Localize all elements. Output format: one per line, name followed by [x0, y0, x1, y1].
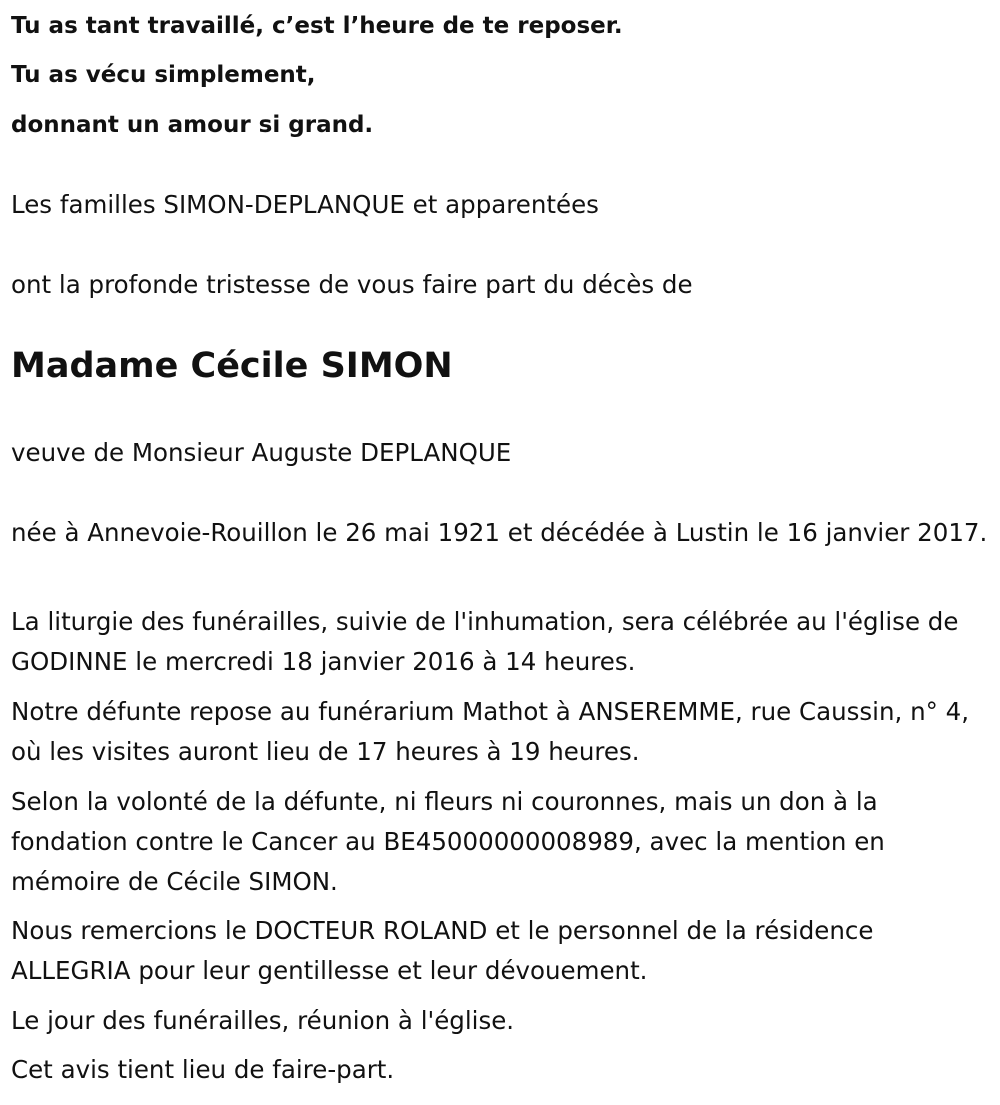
poem-line-1: Tu as tant travaillé, c’est l’heure de te reposer. [11, 13, 623, 39]
widow-of-line: veuve de Monsieur Auguste DEPLANQUE [11, 438, 512, 467]
poem-line-3: donnant un amour si grand. [11, 112, 374, 138]
thanks-paragraph: Nous remercions le DOCTEUR ROLAND et le personnel de la résidence ALLEGRIA pour leur gentillesse et leur dévouement. [11, 916, 874, 985]
deceased-name: Madame Cécile SIMON [11, 346, 453, 386]
notice-paragraph: Cet avis tient lieu de faire-part. [11, 1055, 395, 1084]
birth-death-paragraph: née à Annevoie-Rouillon le 26 mai 1921 et décédée à Lustin le 16 janvier 2017. [11, 518, 988, 547]
families-line: Les familles SIMON-DEPLANQUE et apparentées [11, 190, 599, 219]
rest-place-paragraph: Notre défunte repose au funérarium Mathot à ANSEREMME, rue Caussin, n° 4, où les visites auront lieu de 17 heures à 19 heures. [11, 697, 970, 766]
donation-paragraph: Selon la volonté de la défunte, ni fleurs ni couronnes, mais un don à la fondation contre le Cancer au BE45000000008989, avec la mention en mémoire de Cécile SIMON. [11, 787, 885, 896]
poem-line-2: Tu as vécu simplement, [11, 62, 316, 88]
meeting-paragraph: Le jour des funérailles, réunion à l'église. [11, 1006, 515, 1035]
liturgy-paragraph: La liturgie des funérailles, suivie de l'inhumation, sera célébrée au l'église de GODINNE le mercredi 18 janvier 2016 à 14 heures. [11, 607, 959, 676]
announcement-line: ont la profonde tristesse de vous faire part du décès de [11, 270, 693, 299]
